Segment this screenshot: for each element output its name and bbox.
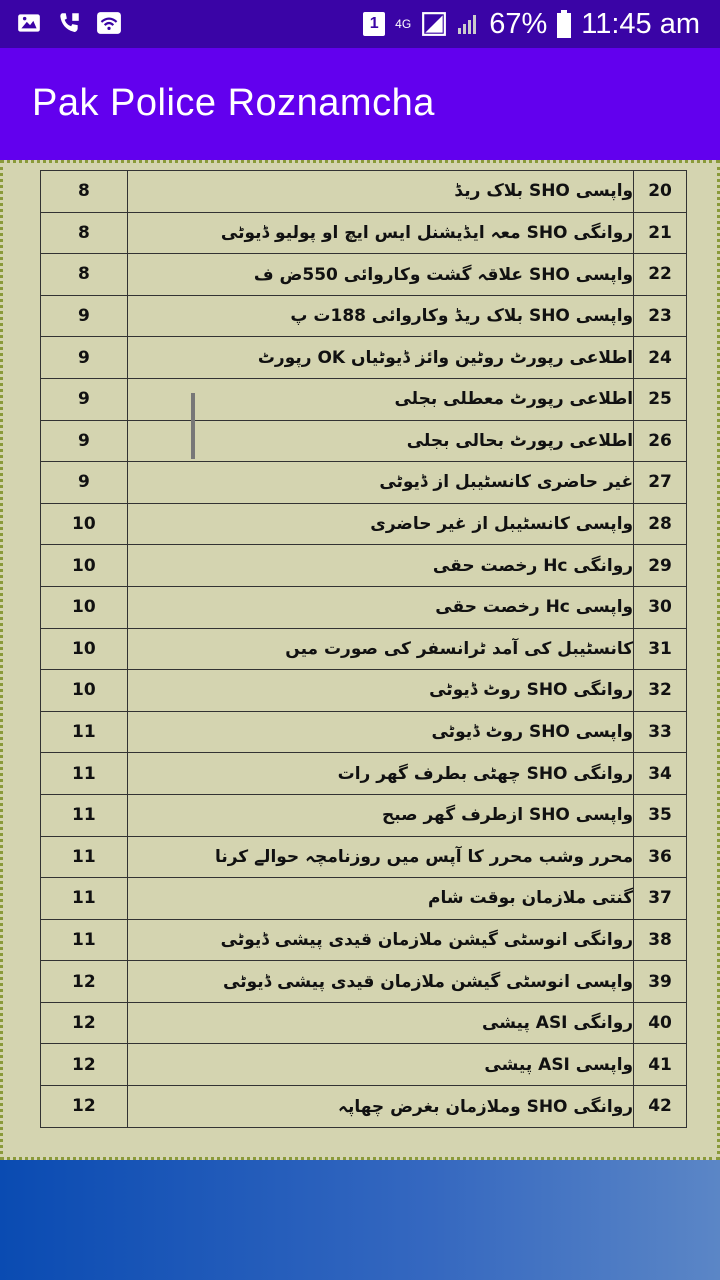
- table-row[interactable]: [41, 670, 687, 712]
- entry-number-cell: 39: [634, 961, 687, 1003]
- entry-number-cell: 33: [634, 711, 687, 753]
- table-row[interactable]: [41, 794, 687, 836]
- entry-title-cell: گنتی ملازمان بوقت شام: [127, 878, 633, 920]
- page-number-cell: 10: [41, 545, 128, 587]
- scroll-indicator[interactable]: [191, 393, 195, 459]
- battery-percent: 67%: [489, 7, 548, 40]
- clock: 11:45 am: [581, 7, 700, 40]
- entry-number-cell: 30: [634, 586, 687, 628]
- entry-title-cell: محرر وشب محرر کا آپس میں روزنامچہ حوالے کرنا: [127, 836, 633, 878]
- entry-title-cell: روانگی Hc رخصت حقی: [127, 545, 633, 587]
- app-title: Pak Police Roznamcha: [32, 82, 435, 124]
- entry-title-cell: واپسی کانسٹیبل از غیر حاضری: [127, 503, 633, 545]
- table-row[interactable]: [41, 171, 687, 213]
- entry-number-cell: 26: [634, 420, 687, 462]
- page-number-cell: 10: [41, 586, 128, 628]
- system-status: [363, 0, 700, 48]
- entry-title-cell: واپسی انوسٹی گیشن ملازمان قیدی پیشی ڈیوٹی: [127, 961, 633, 1003]
- entry-title-cell: واپسی SHO روٹ ڈیوٹی: [127, 711, 633, 753]
- entry-title-cell: کانسٹیبل کی آمد ٹرانسفر کی صورت میں: [127, 628, 633, 670]
- entry-title-cell: غیر حاضری کانسٹیبل از ڈیوٹی: [127, 462, 633, 504]
- roznamcha-index-table: [40, 170, 687, 1128]
- content-area[interactable]: [0, 160, 720, 1160]
- entry-number-cell: 22: [634, 254, 687, 296]
- page-number-cell: 8: [41, 254, 128, 296]
- page-number-cell: 9: [41, 337, 128, 379]
- page-number-cell: 9: [41, 378, 128, 420]
- entry-number-cell: 27: [634, 462, 687, 504]
- entry-number-cell: 42: [634, 1086, 687, 1128]
- table-row[interactable]: [41, 462, 687, 504]
- entry-title-cell: روانگی SHO معہ ایڈیشنل ایس ایچ او پولیو ڈیوٹی: [127, 212, 633, 254]
- page-number-cell: 12: [41, 1044, 128, 1086]
- page-number-cell: 8: [41, 171, 128, 213]
- table-row[interactable]: [41, 961, 687, 1003]
- entry-number-cell: 34: [634, 753, 687, 795]
- entry-number-cell: 32: [634, 670, 687, 712]
- notification-icons: [16, 10, 122, 36]
- table-row[interactable]: [41, 586, 687, 628]
- entry-title-cell: روانگی ASI پیشی: [127, 1002, 633, 1044]
- entry-number-cell: 35: [634, 794, 687, 836]
- wifi-icon: [96, 10, 122, 36]
- entry-title-cell: اطلاعی رپورٹ معطلی بجلی: [127, 378, 633, 420]
- entry-number-cell: 20: [634, 171, 687, 213]
- table-row[interactable]: [41, 420, 687, 462]
- entry-title-cell: اطلاعی رپورٹ روٹین وائز ڈیوٹیاں OK رپورٹ: [127, 337, 633, 379]
- page-number-cell: 11: [41, 919, 128, 961]
- battery-icon: [557, 10, 571, 38]
- network-type: 4G: [395, 17, 412, 31]
- table-row[interactable]: [41, 212, 687, 254]
- table-row[interactable]: [41, 1044, 687, 1086]
- table-row[interactable]: [41, 878, 687, 920]
- status-bar: [0, 0, 720, 48]
- signal-bars-icon: [457, 11, 479, 37]
- entry-title-cell: روانگی انوسٹی گیشن ملازمان قیدی پیشی ڈیوٹی: [127, 919, 633, 961]
- page-number-cell: 11: [41, 794, 128, 836]
- entry-title-cell: واپسی SHO علاقہ گشت وکاروائی 550ض ف: [127, 254, 633, 296]
- entry-number-cell: 40: [634, 1002, 687, 1044]
- page-number-cell: 11: [41, 753, 128, 795]
- page-number-cell: 9: [41, 420, 128, 462]
- entry-number-cell: 31: [634, 628, 687, 670]
- table-row[interactable]: [41, 836, 687, 878]
- page-number-cell: 10: [41, 628, 128, 670]
- table-row[interactable]: [41, 545, 687, 587]
- app-bar: [0, 48, 720, 160]
- table-row[interactable]: [41, 628, 687, 670]
- entry-number-cell: 25: [634, 378, 687, 420]
- page-number-cell: 12: [41, 961, 128, 1003]
- table-row[interactable]: [41, 254, 687, 296]
- table-row[interactable]: [41, 1086, 687, 1128]
- entry-number-cell: 21: [634, 212, 687, 254]
- entry-number-cell: 23: [634, 295, 687, 337]
- page-number-cell: 12: [41, 1002, 128, 1044]
- entry-title-cell: واپسی SHO ازطرف گھر صبح: [127, 794, 633, 836]
- entry-title-cell: روانگی SHO وملازمان بغرض چھاپہ: [127, 1086, 633, 1128]
- entry-number-cell: 37: [634, 878, 687, 920]
- page-number-cell: 9: [41, 462, 128, 504]
- table-row[interactable]: [41, 295, 687, 337]
- page-number-cell: 10: [41, 503, 128, 545]
- entry-number-cell: 36: [634, 836, 687, 878]
- page-number-cell: 11: [41, 878, 128, 920]
- entry-title-cell: واپسی SHO بلاک ریڈ: [127, 171, 633, 213]
- page-number-cell: 11: [41, 711, 128, 753]
- bottom-banner: [0, 1160, 720, 1280]
- table-row[interactable]: [41, 337, 687, 379]
- page-number-cell: 12: [41, 1086, 128, 1128]
- entry-number-cell: 28: [634, 503, 687, 545]
- table-row[interactable]: [41, 919, 687, 961]
- image-icon: [16, 10, 42, 36]
- table-row[interactable]: [41, 711, 687, 753]
- sim-badge: 1: [363, 12, 385, 36]
- call-icon: [56, 10, 82, 36]
- page-number-cell: 8: [41, 212, 128, 254]
- entry-title-cell: واپسی SHO بلاک ریڈ وکاروائی 188ت پ: [127, 295, 633, 337]
- page-number-cell: 11: [41, 836, 128, 878]
- signal-icon: [421, 11, 447, 37]
- entry-number-cell: 29: [634, 545, 687, 587]
- page-number-cell: 9: [41, 295, 128, 337]
- entry-title-cell: واپسی Hc رخصت حقی: [127, 586, 633, 628]
- table-row[interactable]: [41, 503, 687, 545]
- entry-title-cell: اطلاعی رپورٹ بحالی بجلی: [127, 420, 633, 462]
- entry-number-cell: 24: [634, 337, 687, 379]
- entry-title-cell: روانگی SHO روٹ ڈیوٹی: [127, 670, 633, 712]
- table-row[interactable]: [41, 1002, 687, 1044]
- table-row[interactable]: [41, 378, 687, 420]
- table-row[interactable]: [41, 753, 687, 795]
- page-number-cell: 10: [41, 670, 128, 712]
- entry-number-cell: 38: [634, 919, 687, 961]
- entry-number-cell: 41: [634, 1044, 687, 1086]
- entry-title-cell: روانگی SHO چھٹی بطرف گھر رات: [127, 753, 633, 795]
- entry-title-cell: واپسی ASI پیشی: [127, 1044, 633, 1086]
